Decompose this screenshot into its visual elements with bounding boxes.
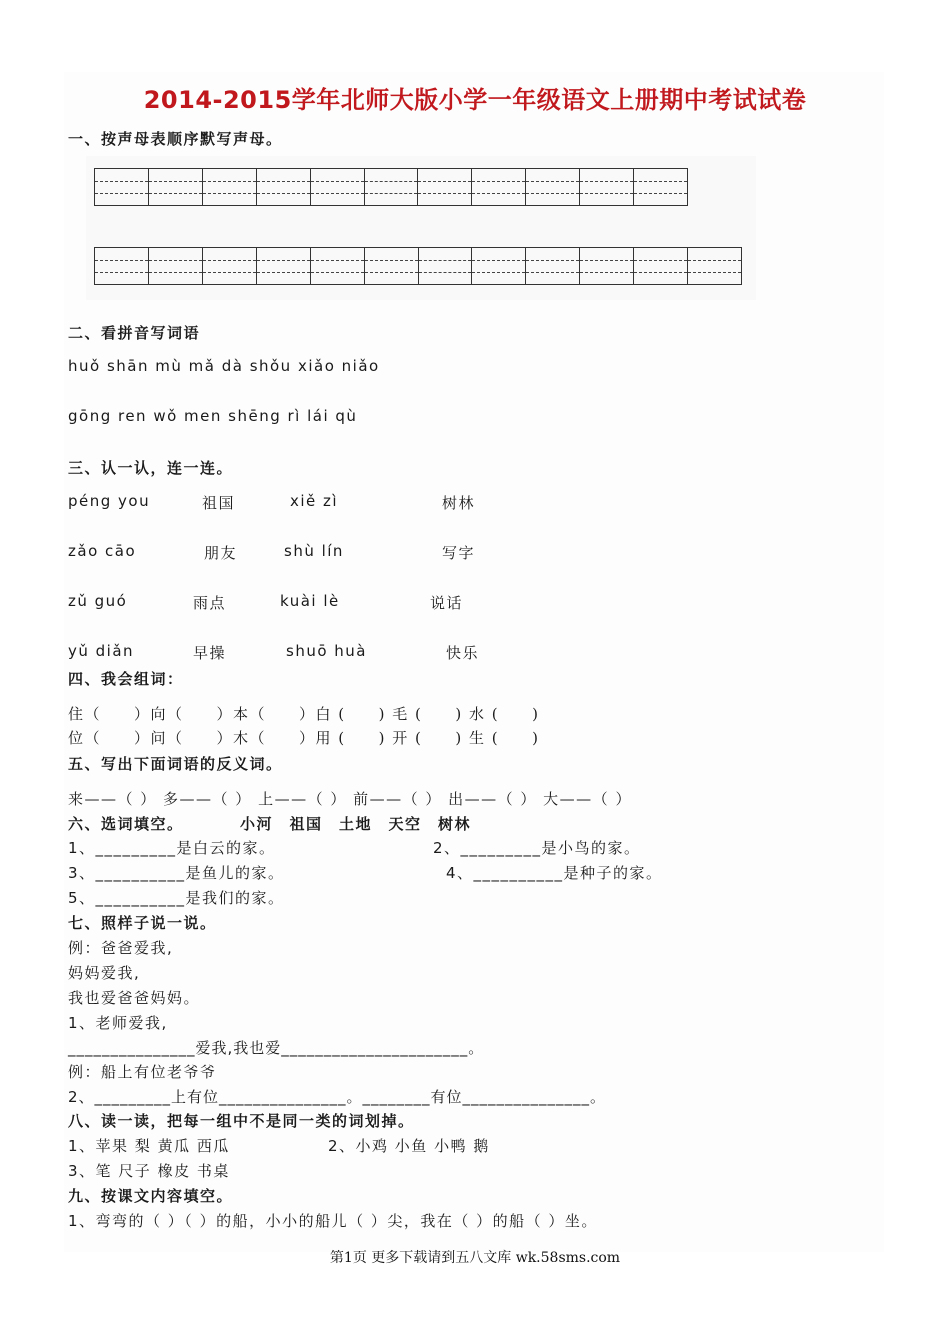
section-9-heading: 九、按课文内容填空。 xyxy=(68,1187,234,1205)
grid-box[interactable] xyxy=(149,169,203,205)
match-pinyin: zǎo cāo xyxy=(68,542,137,560)
match-pinyin: shù lín xyxy=(284,542,344,560)
match-pinyin: xiě zì xyxy=(290,492,339,510)
fill-line: 5、__________是我们的家。 xyxy=(68,889,285,907)
example-line: 妈妈爱我, xyxy=(68,964,141,982)
word-group: 3、笔 尺子 橡皮 书桌 xyxy=(68,1162,230,1180)
grid-box[interactable] xyxy=(311,169,365,205)
grid-box[interactable] xyxy=(257,169,311,205)
section-6-heading: 六、选词填空。 xyxy=(68,815,184,833)
grid-box[interactable] xyxy=(472,248,526,284)
grid-box[interactable] xyxy=(203,248,257,284)
fill-line: 1、_________是白云的家。 xyxy=(68,839,276,857)
fill-line: 4、__________是种子的家。 xyxy=(446,864,663,882)
question-line: 1、老师爱我, xyxy=(68,1014,168,1032)
match-word: 快乐 xyxy=(446,644,480,662)
match-word: 朋友 xyxy=(204,544,238,562)
grid-box[interactable] xyxy=(365,248,419,284)
pinyin-line-1: huǒ shān mù mǎ dà shǒu xiǎo niǎo xyxy=(68,357,380,375)
grid-box[interactable] xyxy=(634,169,687,205)
question-fill-line: 2、_________上有位_______________。________有位_______________。 xyxy=(68,1088,607,1106)
section-7-heading: 七、照样子说一说。 xyxy=(68,914,217,932)
match-word: 说话 xyxy=(430,594,464,612)
grid-box[interactable] xyxy=(203,169,257,205)
example-line: 例：爸爸爱我, xyxy=(68,939,174,957)
match-pinyin: péng you xyxy=(68,492,151,510)
grid-box[interactable] xyxy=(526,248,580,284)
writing-grid-row-1 xyxy=(94,168,688,206)
match-pinyin: kuài lè xyxy=(280,592,340,610)
grid-box[interactable] xyxy=(580,248,634,284)
grid-box[interactable] xyxy=(95,169,149,205)
grid-box[interactable] xyxy=(472,169,526,205)
section-8-heading: 八、读一读，把每一组中不是同一类的词划掉。 xyxy=(68,1112,415,1130)
grid-box[interactable] xyxy=(688,248,741,284)
grid-box[interactable] xyxy=(419,248,473,284)
writing-grid-row-2 xyxy=(94,247,742,285)
grid-box[interactable] xyxy=(149,248,203,284)
section-5-heading: 五、写出下面词语的反义词。 xyxy=(68,755,283,773)
grid-box[interactable] xyxy=(257,248,311,284)
grid-box[interactable] xyxy=(418,169,472,205)
match-pinyin: zǔ guó xyxy=(68,592,128,610)
match-word: 树林 xyxy=(442,494,476,512)
section-1-heading: 一、按声母表顺序默写声母。 xyxy=(68,130,283,148)
page-title: 2014-2015学年北师大版小学一年级语文上册期中考试试卷 xyxy=(143,86,807,114)
match-word: 早操 xyxy=(193,644,227,662)
fill-line: 2、_________是小鸟的家。 xyxy=(433,839,641,857)
example-line: 例：船上有位老爷爷 xyxy=(68,1063,217,1081)
compose-row-2: 位（ ）问（ ）木（ ）用 ( ) 开 ( ) 生 ( ) xyxy=(68,729,540,747)
grid-box[interactable] xyxy=(95,248,149,284)
match-word: 写字 xyxy=(442,544,476,562)
grid-box[interactable] xyxy=(365,169,419,205)
question-fill-line: _______________爱我,我也爱______________________。 xyxy=(68,1039,485,1057)
grid-box[interactable] xyxy=(526,169,580,205)
example-line: 我也爱爸爸妈妈。 xyxy=(68,989,201,1007)
antonym-line: 来——（ ） 多——（ ） 上——（ ） 前——（ ） 出——（ ） 大——（ ） xyxy=(68,790,632,808)
word-group: 2、小鸡 小鱼 小鸭 鹅 xyxy=(328,1137,490,1155)
page-footer: 第1页 更多下载请到五八文库 wk.58sms.com xyxy=(329,1250,621,1266)
grid-box[interactable] xyxy=(580,169,634,205)
grid-box[interactable] xyxy=(634,248,688,284)
match-word: 雨点 xyxy=(193,594,227,612)
grid-box[interactable] xyxy=(311,248,365,284)
section-3-heading: 三、认一认，连一连。 xyxy=(68,459,234,477)
pinyin-line-2: gōng ren wǒ men shēng rì lái qù xyxy=(68,407,358,425)
section-2-heading: 二、看拼音写词语 xyxy=(68,324,201,342)
section-4-heading: 四、我会组词： xyxy=(68,670,184,688)
fill-line: 3、__________是鱼儿的家。 xyxy=(68,864,285,882)
match-pinyin: yǔ diǎn xyxy=(68,642,135,660)
word-options: 小河 祖国 土地 天空 树林 xyxy=(240,815,472,833)
compose-row-1: 住（ ）向（ ）本（ ）白 ( ) 毛 ( ) 水 ( ) xyxy=(68,705,540,723)
match-word: 祖国 xyxy=(202,494,236,512)
recite-fill-line: 1、弯弯的（ ）（ ）的船，小小的船儿（ ）尖，我在（ ）的船（ ）坐。 xyxy=(68,1212,598,1230)
word-group: 1、苹果 梨 黄瓜 西瓜 xyxy=(68,1137,230,1155)
match-pinyin: shuō huà xyxy=(286,642,367,660)
